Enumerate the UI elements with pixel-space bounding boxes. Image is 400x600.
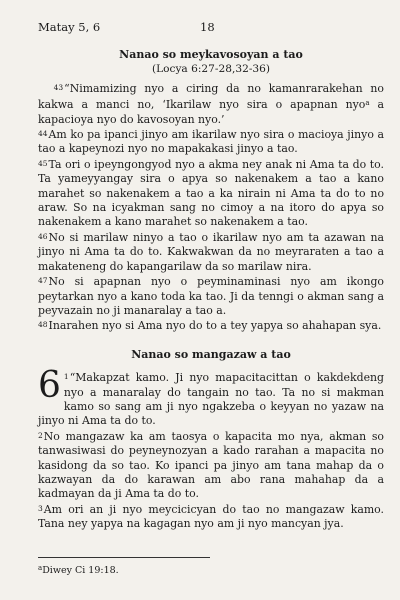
verse-paragraph (38, 365, 384, 429)
verse-paragraph (38, 318, 384, 333)
verse-text: “Nimamizing nyo a ciring da no kamanrarakehan no kakwa a manci no, ‘Ikarilaw nyo sira o apapnan nyo (38, 81, 384, 112)
verse-paragraph (38, 127, 384, 157)
section-title: Nanao so meykavosoyan a tao (119, 48, 303, 61)
verse-number: 44 (38, 129, 48, 139)
page-header (38, 20, 380, 36)
verse-paragraph (38, 81, 384, 127)
section-title: Nanao so mangazaw a tao (131, 347, 291, 361)
verse-number: 46 (38, 231, 48, 241)
verse-text: No mangazaw ka am taosya o kapacita mo nya, akman so tanwasiwasi do peyneynozyan a kado rarahan a mapacita no kasidong da so tao. Ko ipanci pa jinyo am tana mahap da o kazwayan da do karawan am abo rana mahahap da a kadmayan da ji Ama ta do to. (38, 429, 384, 501)
verse-paragraph (38, 502, 384, 532)
verse-text: a kapacioya nyo do kavosoyan nyo.’ (38, 98, 384, 126)
verse-text: No si marilaw ninyo a tao o ikarilaw nyo am ta azawan na jinyo ni Ama ta do to. Kakwakwan da no meyraraten a tao a makateneng do kapangarilaw da so marilaw nira. (38, 230, 384, 273)
verse-text: Am ori an ji nyo meycicicyan do tao no mangazaw kamo. Tana ney yapya na kagagan nyo am ji nyo mancyan jya. (38, 502, 384, 531)
footnote (38, 564, 119, 576)
verse-text: “Makapzat kamo. Ji nyo mapacitacittan o kakdekdeng nyo a manaralay do tangain no tao. Ta no si makman kamo so sang am ji nyo ngakzeba o keyyan no yazaw na jinyo ni Ama ta do to. (38, 371, 384, 428)
page-content (38, 48, 384, 532)
page-number: 18 (200, 20, 215, 34)
footnote-text: Diwey Ci 19:18. (42, 565, 119, 576)
verse-text: No si apapnan nyo o peyminaminasi nyo am ikongo peytarkan nyo a kano toda ka tao. Ji da tenngi o akman sang a peyvazain no ji manaralay a tao a. (38, 275, 384, 317)
section-reference: (Locya 6:27-28,32-36) (151, 63, 271, 76)
verse-paragraph (38, 157, 384, 230)
verse-paragraph (38, 274, 384, 318)
verse-number: 1 (63, 372, 69, 382)
verse-paragraph (38, 429, 384, 502)
verse-text: Inarahen nyo si Ama nyo do to a tey yapya so ahahapan sya. (48, 319, 382, 333)
footnote-reference[interactable]: a (365, 99, 370, 108)
running-title: Matay 5, 6 (38, 20, 101, 34)
footnote-divider (38, 557, 210, 558)
verse-number: 2 (38, 430, 43, 440)
verse-text: Ta ori o ipeyngongyod nyo a akma ney anak ni Ama ta do to. Ta yameyyangay sira o apya so nakenakem a tao a kano marahet so nakenakem a tao a ka nirain ni Ama ta do to no araw. So na icyakman sang no cimoy a na itoro do apya so nakenakem a kano marahet so nakenakem a tao. (38, 157, 384, 229)
chapter-number: 6 (38, 365, 61, 407)
verse-number: 48 (38, 320, 48, 330)
verse-paragraph (38, 230, 384, 274)
verse-text: Am ko pa ipanci jinyo am ikarilaw nyo sira o macioya jinyo a tao a kapeynozi nyo no mapakakasi jinyo a tao. (38, 128, 384, 156)
verse-number: 45 (38, 158, 48, 168)
verse-number: 47 (38, 276, 48, 286)
verse-number: 3 (38, 503, 43, 513)
verse-number: 43 (53, 82, 64, 92)
footnote-marker: a (38, 564, 43, 572)
